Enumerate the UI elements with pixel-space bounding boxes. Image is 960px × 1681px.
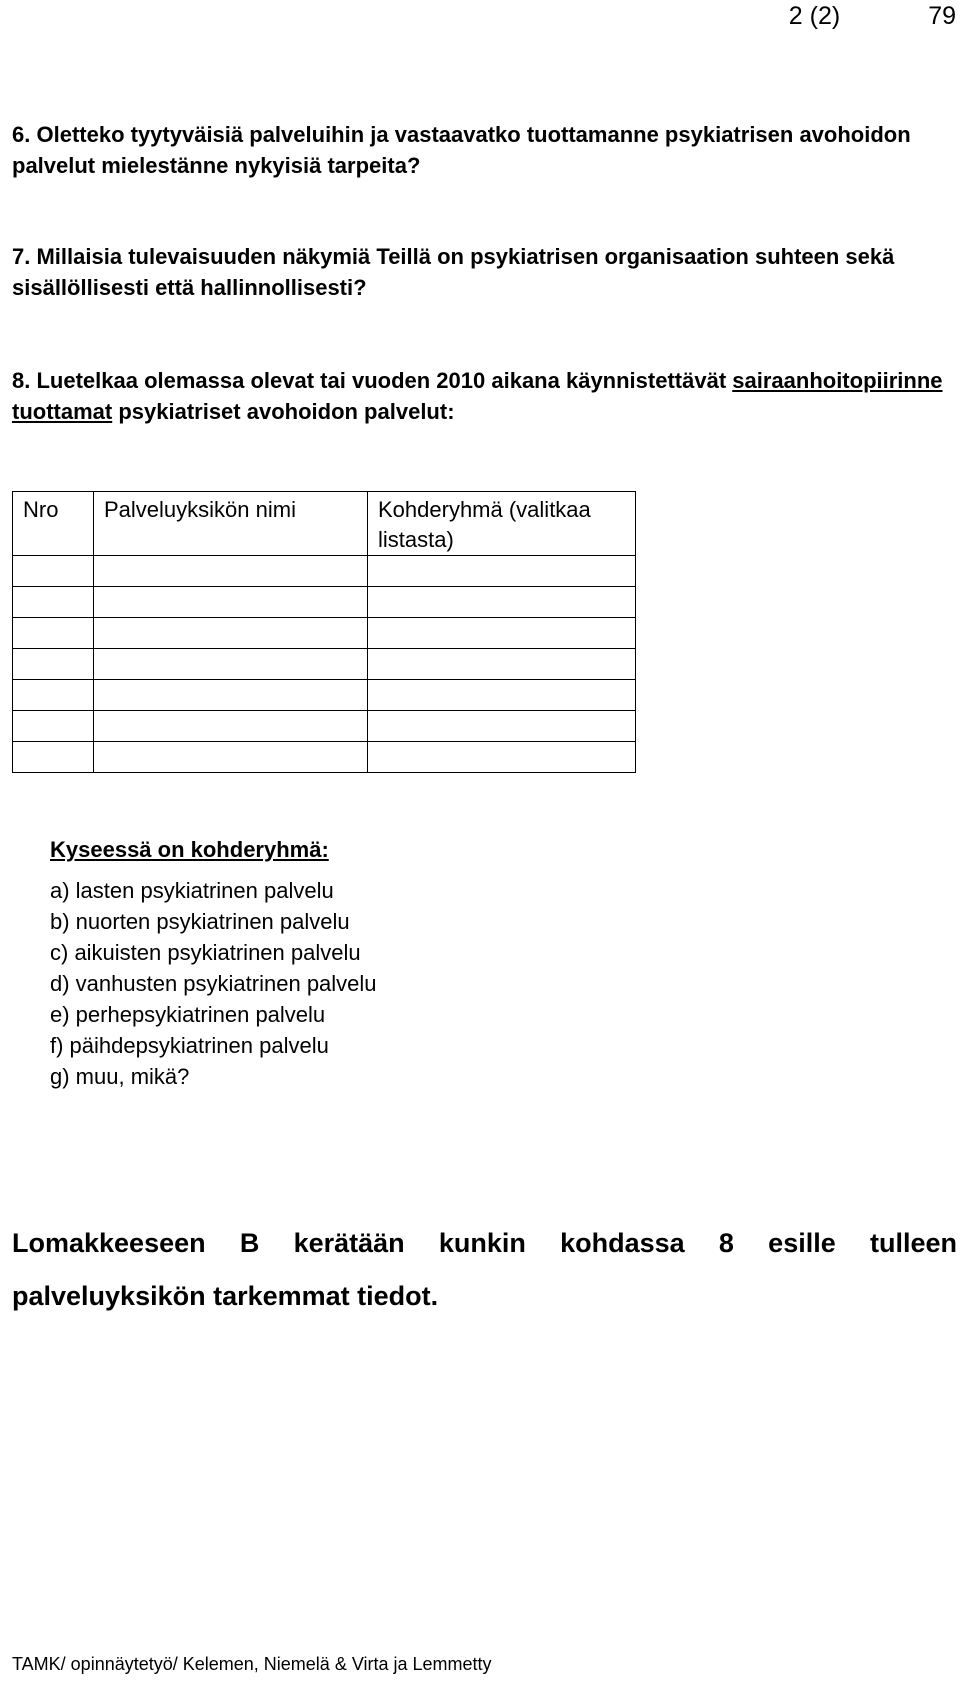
table-header-row — [13, 492, 636, 556]
question-8-number: 8. — [12, 368, 31, 393]
nro-cell[interactable] — [13, 649, 94, 680]
unit-name-cell[interactable] — [94, 711, 368, 742]
target-group-cell[interactable] — [368, 711, 636, 742]
unit-name-cell[interactable] — [94, 556, 368, 587]
question-8 — [12, 365, 952, 427]
target-group-cell[interactable] — [368, 587, 636, 618]
target-group-cell[interactable] — [368, 742, 636, 773]
unit-name-cell[interactable] — [94, 742, 368, 773]
header-unit-name: Palveluyksikön nimi — [94, 492, 368, 556]
question-7 — [12, 241, 952, 303]
question-6-text: Oletteko tyytyväisiä palveluihin ja vastaavatko tuottamanne psykiatrisen avohoidon palvelut mielestänne nykyisiä tarpeita? — [12, 122, 911, 178]
table-row — [13, 618, 636, 649]
question-7-number: 7. — [12, 244, 31, 269]
target-group-legend — [50, 837, 377, 1092]
legend-title: Kyseessä on kohderyhmä: — [50, 837, 329, 862]
page-header — [789, 2, 956, 31]
legend-list — [50, 875, 377, 1092]
table-row — [13, 742, 636, 773]
unit-name-cell[interactable] — [94, 680, 368, 711]
unit-name-cell[interactable] — [94, 618, 368, 649]
nro-cell[interactable] — [13, 680, 94, 711]
target-group-cell[interactable] — [368, 618, 636, 649]
page-number: 79 — [928, 2, 956, 30]
target-group-cell[interactable] — [368, 680, 636, 711]
nro-cell[interactable] — [13, 742, 94, 773]
legend-item: d) vanhusten psykiatrinen palvelu — [50, 971, 377, 996]
nro-cell[interactable] — [13, 556, 94, 587]
nro-cell[interactable] — [13, 711, 94, 742]
legend-item: c) aikuisten psykiatrinen palvelu — [50, 940, 361, 965]
table-row — [13, 711, 636, 742]
legend-item: a) lasten psykiatrinen palvelu — [50, 878, 334, 903]
final-note: Lomakkeeseen B kerätään kunkin kohdassa 8 esille tulleen palveluyksikön tarkemmat tiedot. — [12, 1228, 957, 1311]
unit-name-cell[interactable] — [94, 587, 368, 618]
legend-item: f) päihdepsykiatrinen palvelu — [50, 1033, 329, 1058]
section-page-indicator: 2 (2) — [788, 2, 841, 30]
legend-item: b) nuorten psykiatrinen palvelu — [50, 909, 350, 934]
service-units-table — [12, 491, 636, 773]
nro-cell[interactable] — [13, 587, 94, 618]
header-nro: Nro — [13, 492, 94, 556]
page-footer: TAMK/ opinnäytetyö/ Kelemen, Niemelä & Virta ja Lemmetty — [12, 1654, 492, 1674]
target-group-cell[interactable] — [368, 649, 636, 680]
unit-name-cell[interactable] — [94, 649, 368, 680]
question-7-text: Millaisia tulevaisuuden näkymiä Teillä on psykiatrisen organisaation suhteen sekä sisällöllisesti että hallinnollisesti? — [12, 244, 895, 300]
header-target-group: Kohderyhmä (valitkaa listasta) — [368, 492, 636, 556]
legend-item: g) muu, mikä? — [50, 1064, 190, 1089]
table-row — [13, 649, 636, 680]
question-8-text-before: Luetelkaa olemassa olevat tai vuoden 2010 aikana käynnistettävät — [36, 368, 733, 393]
legend-item: e) perhepsykiatrinen palvelu — [50, 1002, 326, 1027]
question-8-text-after: psykiatriset avohoidon palvelut: — [112, 399, 455, 424]
table-row — [13, 587, 636, 618]
question-8-underlined: sairaanhoitopiirinne tuottamat — [12, 368, 943, 424]
target-group-cell[interactable] — [368, 556, 636, 587]
question-6 — [12, 119, 952, 181]
nro-cell[interactable] — [13, 618, 94, 649]
table-row — [13, 556, 636, 587]
table-row — [13, 680, 636, 711]
question-6-number: 6. — [12, 122, 31, 147]
